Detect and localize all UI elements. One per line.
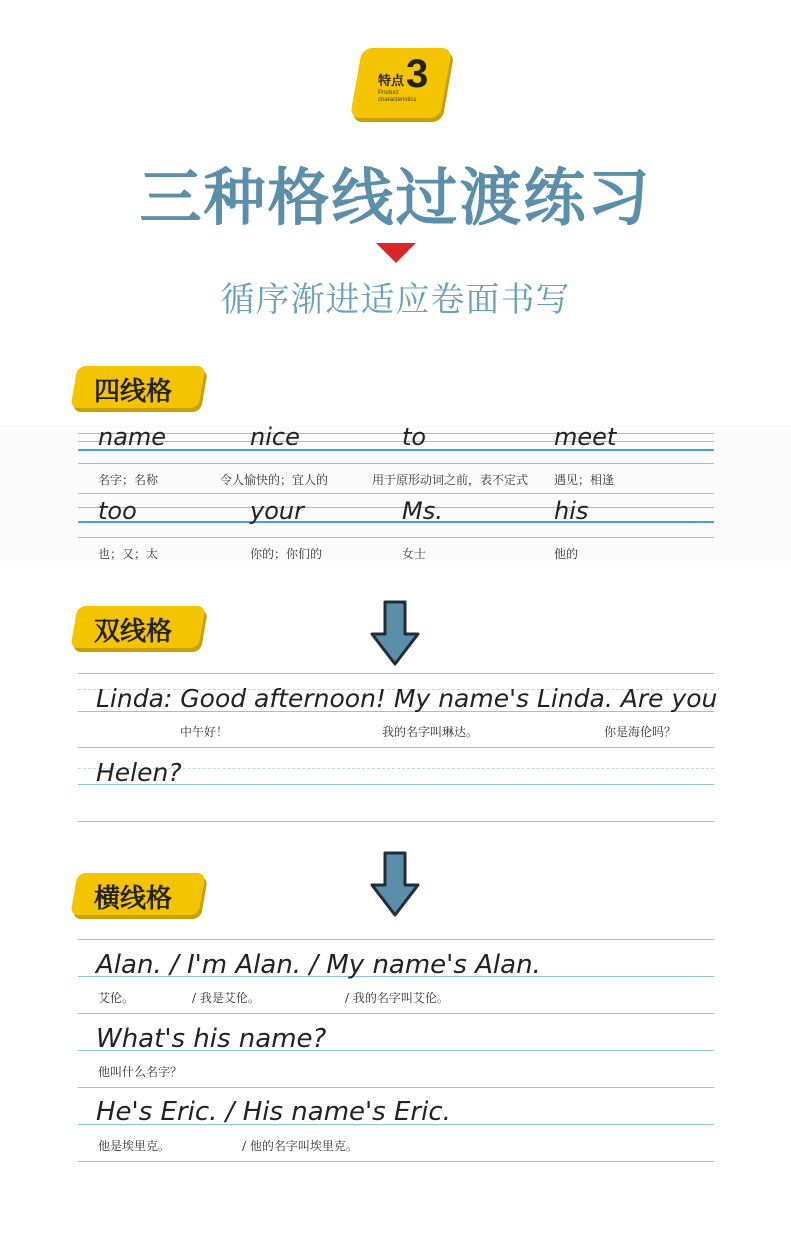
badge-en-line1: Product [378,90,399,96]
sentence-line: Alan. / I'm Alan. / My name's Alan. [96,950,541,980]
sentence-line: He's Eric. / His name's Eric. [96,1097,451,1127]
badge-number: 3 [406,52,429,96]
vocab-meaning: 女士 [402,547,427,561]
vocab-meaning: 他的 [554,547,579,561]
vocab-meaning: 令人愉快的；宜人的 [220,473,329,487]
badge-label: 特点 [378,74,405,89]
down-arrow-icon [370,851,420,917]
vocab-meaning: 名字；名称 [98,473,159,487]
vocab-word: your [250,497,304,525]
sentence-translation: / 我的名字叫艾伦。 [345,991,449,1005]
vocab-word: name [98,423,167,451]
page-title: 三种格线过渡练习 [139,161,652,234]
section-label-text: 横线格 [94,884,173,914]
dialogue-translation: 我的名字叫琳达。 [382,725,479,739]
vocab-meaning: 你的；你们的 [250,547,323,561]
vocab-word: too [98,497,137,525]
vocab-meaning: 遇见；相逢 [554,473,615,487]
sentence-translation: 他是埃里克。 [98,1139,171,1153]
down-arrow-icon [370,600,420,666]
down-triangle-icon [376,243,416,263]
section-label-text: 双线格 [94,617,173,647]
sentence-translation: / 我是艾伦。 [192,991,260,1005]
badge-en-line2: characteristics [378,97,417,103]
vocab-word: Ms. [402,497,443,525]
sentence-translation: / 他的名字叫埃里克。 [242,1139,358,1153]
sentence-line: What's his name? [96,1024,327,1054]
dialogue-translation: 中午好！ [180,725,229,739]
vocab-meaning: 用于原形动词之前，表不定式 [372,473,529,487]
vocab-word: nice [250,423,300,451]
dialogue-line: Linda: Good afternoon! My name's Linda. Are you [96,684,718,713]
section-label-single-line [74,873,202,915]
sentence-translation: 他叫什么名字？ [98,1065,183,1079]
section-label-text: 四线格 [94,377,173,407]
vocab-word: his [554,497,589,525]
page-subtitle: 循序渐进适应卷面书写 [220,280,571,320]
dialogue-translation: 你是海伦吗？ [604,725,677,739]
vocab-meaning: 也；又；太 [98,547,159,561]
section-label-double-line [74,606,202,648]
badge-english [378,90,416,104]
dialogue-line: Helen? [96,758,182,787]
sentence-translation: 艾伦。 [98,991,135,1005]
feature-badge [356,48,446,118]
vocab-word: meet [554,423,617,451]
section-label-four-line [74,366,202,408]
vocab-word: to [402,423,427,451]
